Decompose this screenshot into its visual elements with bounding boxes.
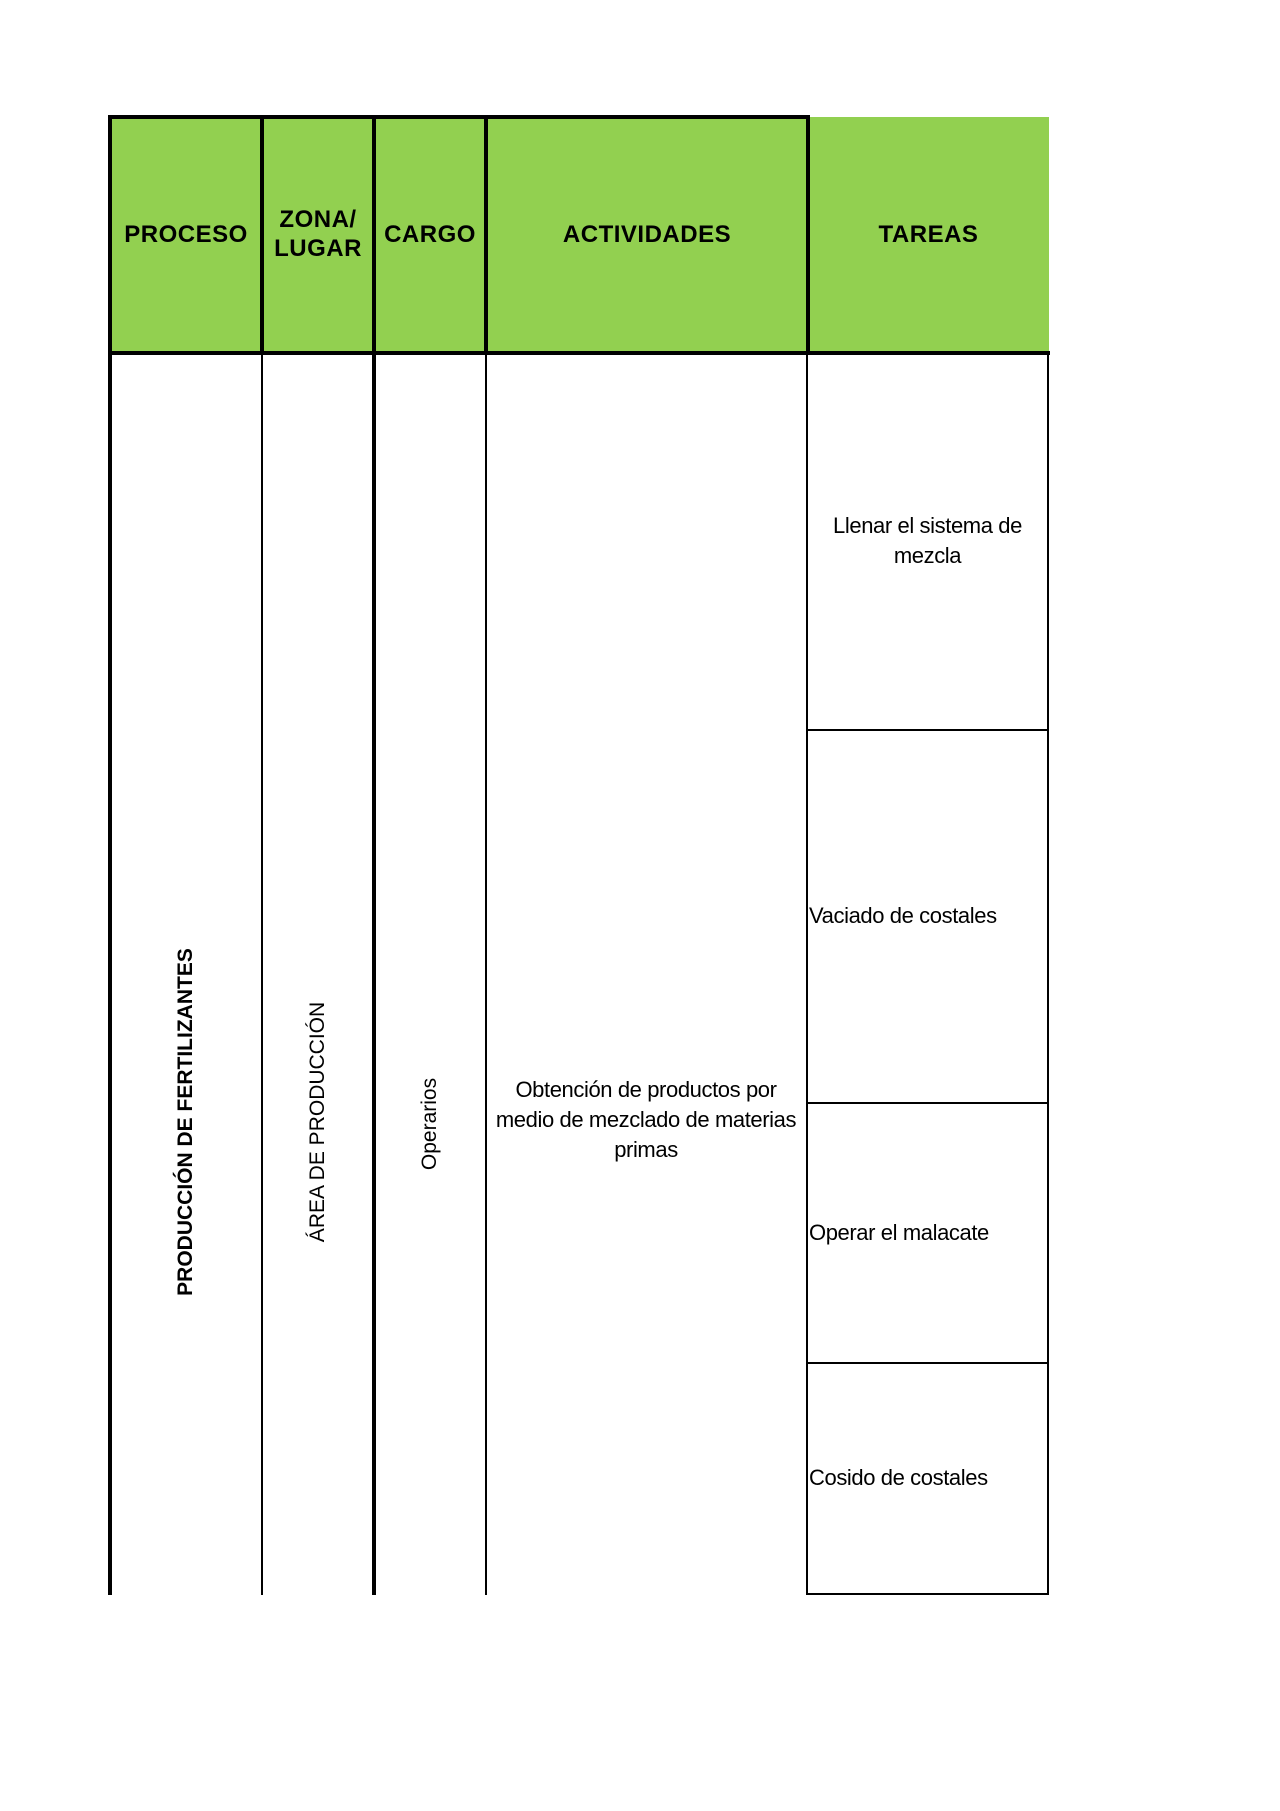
header-tareas bbox=[808, 117, 1049, 353]
cell-proceso: PRODUCCIÓN DE FERTILIZANTES bbox=[174, 948, 197, 1296]
tarea-item-4: Cosido de costales bbox=[809, 1465, 988, 1490]
header-zona-line1: ZONA/ bbox=[279, 206, 357, 234]
header-proceso bbox=[110, 117, 262, 353]
cell-zona: ÁREA DE PRODUCCIÓN bbox=[306, 1001, 329, 1243]
tarea-item-3: Operar el malacate bbox=[809, 1220, 989, 1245]
col-border-5 bbox=[806, 353, 808, 1595]
header-cargo bbox=[374, 117, 486, 353]
tareas-bottom-border bbox=[806, 1593, 1049, 1595]
col-border-2 bbox=[261, 353, 263, 1595]
header-cargo-label: CARGO bbox=[384, 220, 476, 248]
header-zona-line2: LUGAR bbox=[274, 235, 362, 262]
header-bottom-border bbox=[108, 351, 1050, 355]
cell-cargo: Operarios bbox=[418, 1077, 441, 1171]
col-border-3 bbox=[372, 353, 376, 1595]
tareas-separator-1 bbox=[806, 729, 1049, 731]
col-border-left bbox=[108, 115, 112, 1595]
header-zona-lugar bbox=[262, 117, 374, 353]
header-proceso-label: PROCESO bbox=[124, 220, 248, 248]
tareas-separator-3 bbox=[806, 1362, 1049, 1364]
header-divider-3 bbox=[484, 115, 488, 355]
header-top-border bbox=[108, 115, 809, 119]
header-divider-2 bbox=[372, 115, 376, 355]
tarea-item-1: Llenar el sistema de mezcla bbox=[833, 513, 1022, 568]
header-actividades bbox=[486, 117, 808, 353]
header-divider-4 bbox=[806, 115, 810, 355]
header-tareas-label: TAREAS bbox=[878, 220, 979, 248]
tarea-item-2: Vaciado de costales bbox=[809, 903, 997, 928]
cell-actividades: Obtención de productos por medio de mezclado de materias primas bbox=[495, 1077, 797, 1162]
col-border-right bbox=[1047, 353, 1049, 1595]
header-actividades-label: ACTIVIDADES bbox=[562, 220, 732, 248]
tareas-separator-2 bbox=[806, 1102, 1049, 1104]
col-border-4 bbox=[485, 353, 487, 1595]
header-divider-1 bbox=[260, 115, 264, 355]
